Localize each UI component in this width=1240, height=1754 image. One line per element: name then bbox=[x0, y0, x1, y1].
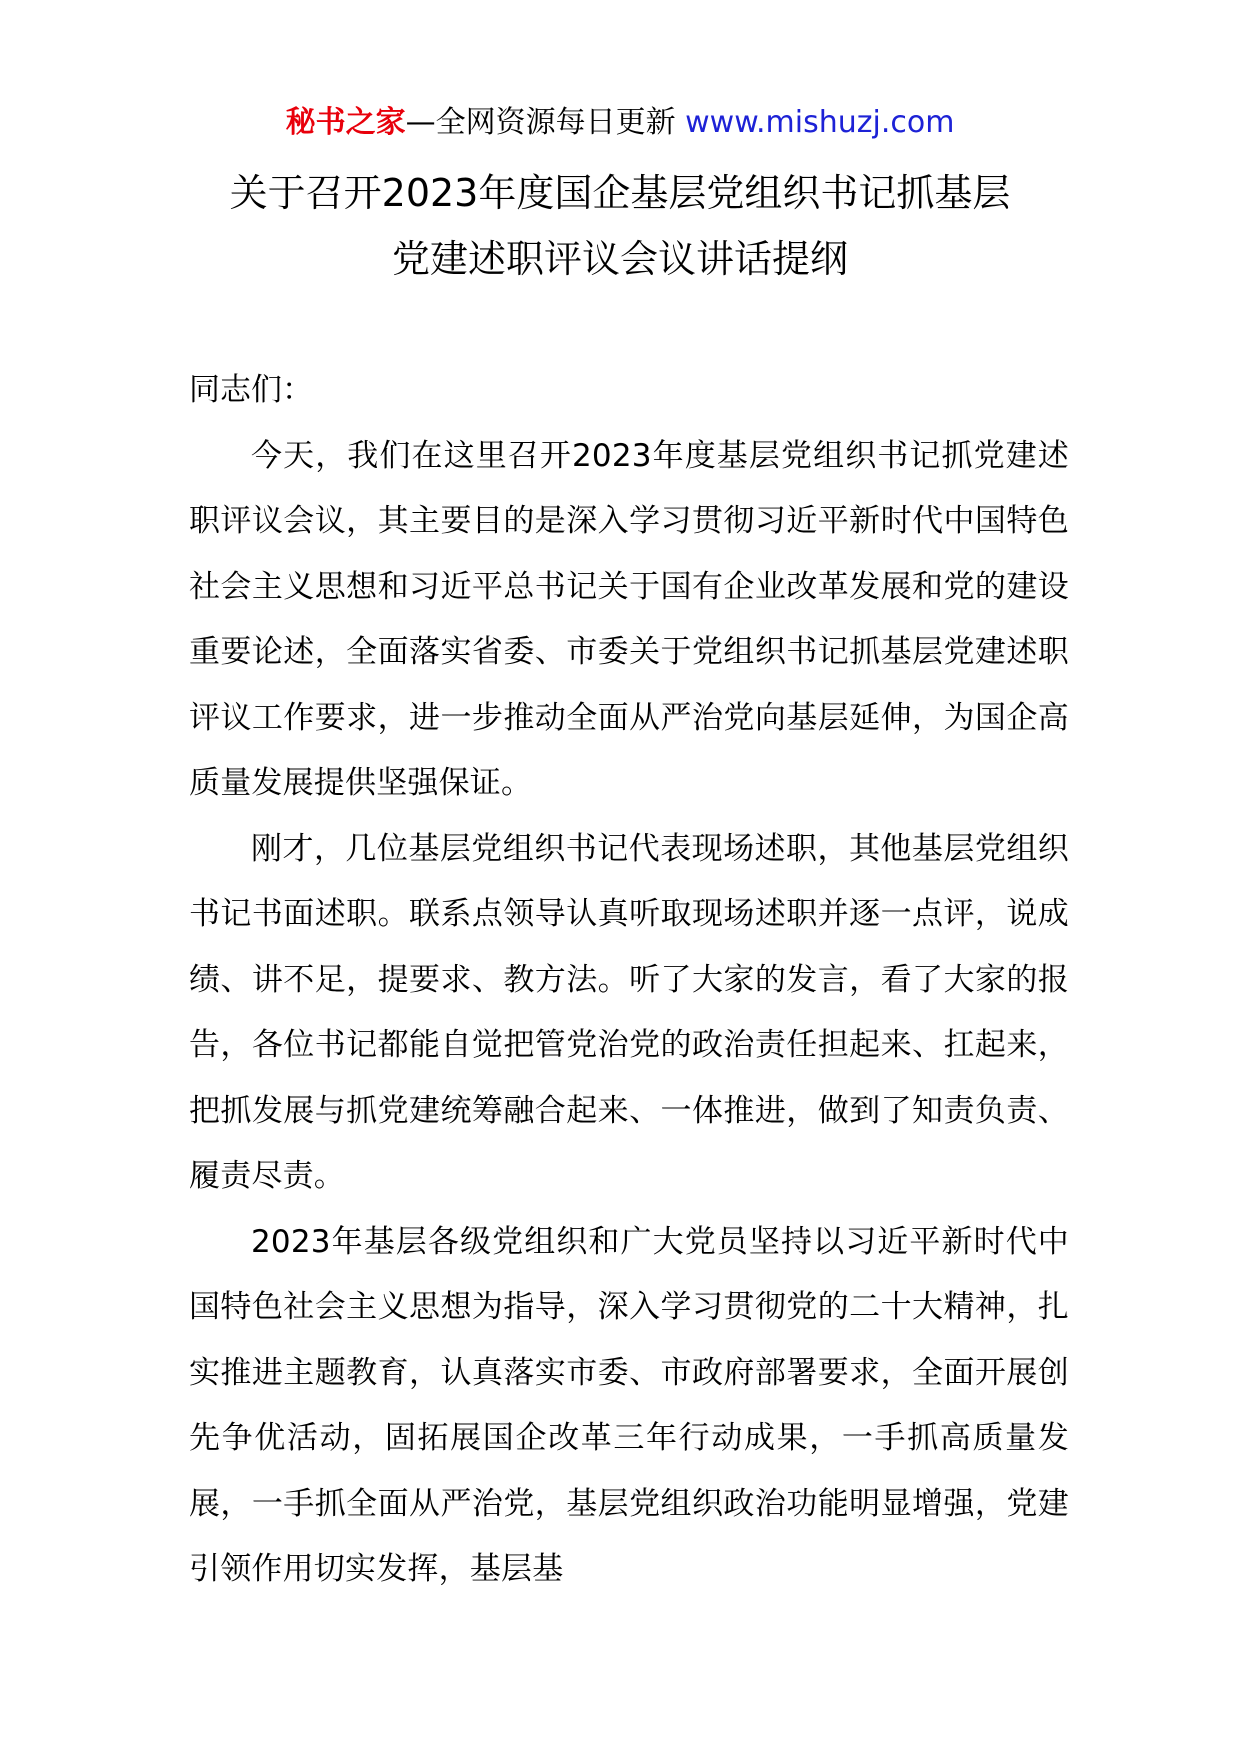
header-tagline: —全网资源每日更新 bbox=[405, 105, 676, 140]
site-url-link[interactable]: www.mishuzj.com bbox=[685, 105, 955, 140]
body-paragraph: 刚才，几位基层党组织书记代表现场述职，其他基层党组织书记书面述职。联系点领导认真听取现场述职并逐一点评，说成绩、讲不足，提要求、教方法。听了大家的发言，看了大家的报告，各位书记都能自觉把管党治党的政治责任担起来、扛起来，把抓发展与抓党建统筹融合起来、一体推进，做到了知责负责、履责尽责。 bbox=[189, 830, 1069, 1194]
body-paragraph: 今天，我们在这里召开2023年度基层党组织书记抓党建述职评议会议，其主要目的是深入学习贯彻习近平新时代中国特色社会主义思想和习近平总书记关于国有企业改革发展和党的建设重要论述，全面落实省委、市委关于党组织书记抓基层党建述职评议工作要求，进一步推动全面从严治党向基层延伸，为国企高质量发展提供坚强保证。 bbox=[189, 437, 1069, 801]
document-body bbox=[189, 424, 1069, 1603]
title-line-2: 党建述职评议会议讲话提纲 bbox=[391, 237, 848, 281]
brand-name: 秘书之家 bbox=[285, 105, 406, 140]
body-paragraph: 2023年基层各级党组织和广大党员坚持以习近平新时代中国特色社会主义思想为指导，深入学习贯彻党的二十大精神，扎实推进主题教育，认真落实市委、市政府部署要求，全面开展创先争优活动，固拓展国企改革三年行动成果，一手抓高质量发展，一手抓全面从严治党，基层党组织政治功能明显增强，党建引领作用切实发挥，基层基 bbox=[189, 1223, 1069, 1587]
title-line-1: 关于召开2023年度国企基层党组织书记抓基层 bbox=[229, 171, 1011, 215]
document-title bbox=[150, 160, 1090, 292]
salutation: 同志们： bbox=[189, 372, 313, 408]
site-header bbox=[0, 98, 1240, 148]
